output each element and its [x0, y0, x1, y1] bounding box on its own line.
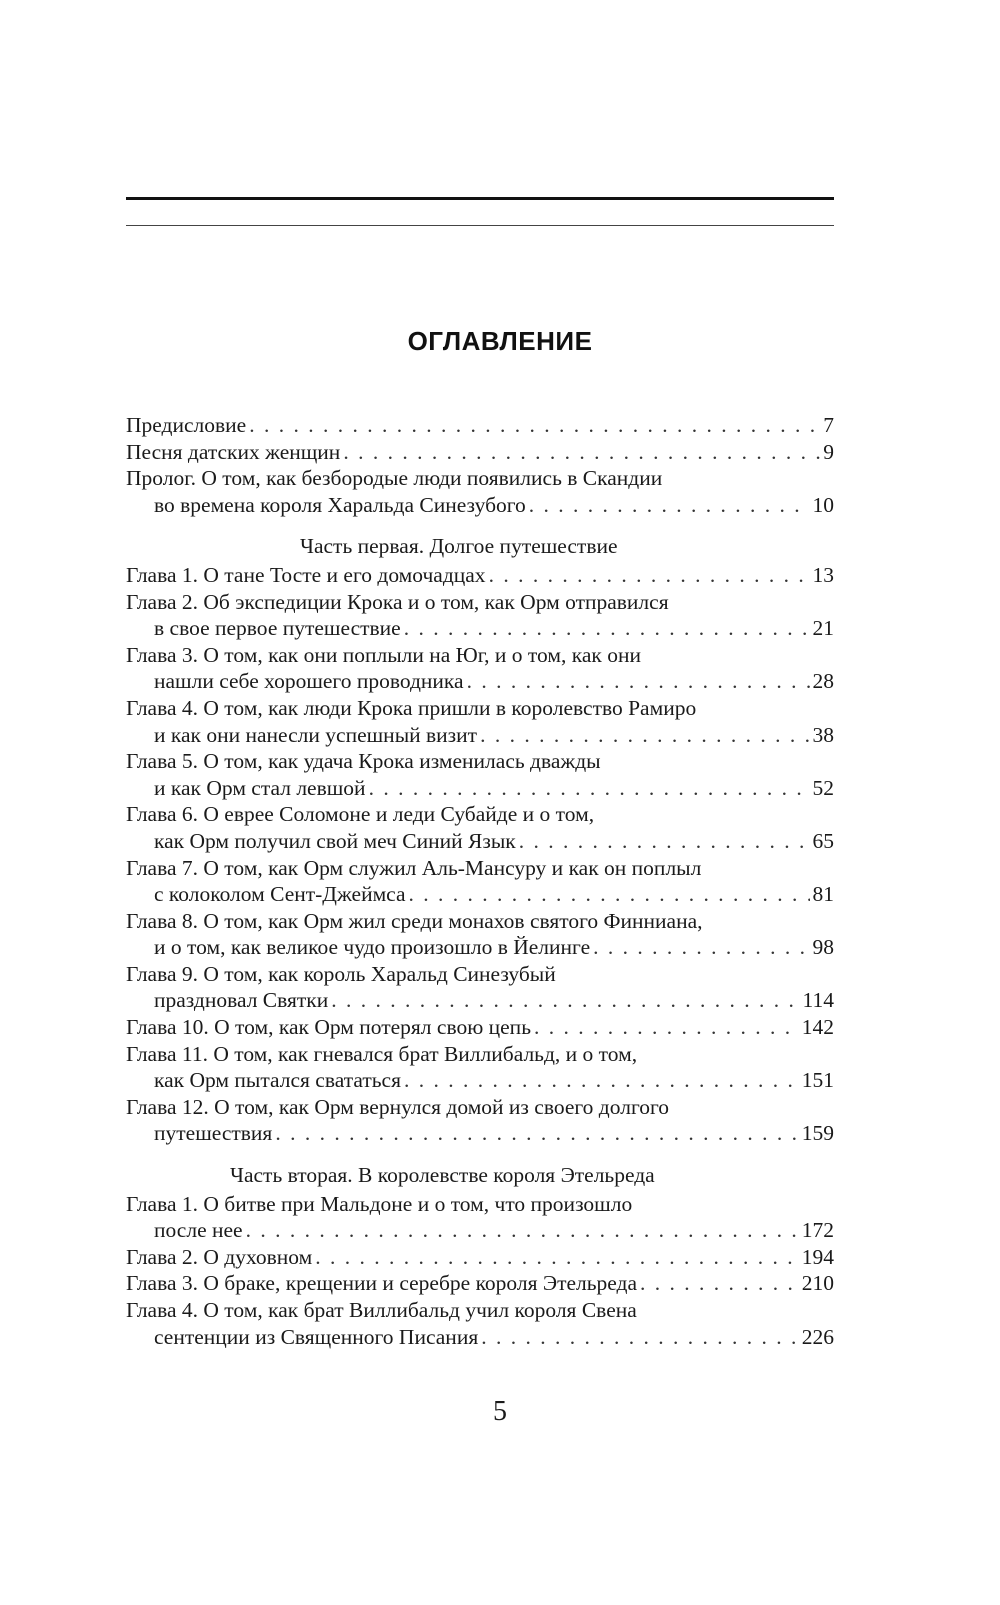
toc-entry-continuation-line: [126, 775, 834, 802]
dot-leader: [275, 1120, 798, 1147]
toc-entry-continuation-line: [126, 828, 834, 855]
toc-entry-continuation-line: [126, 1217, 834, 1244]
toc-entry-title: Песня датских женщин: [126, 439, 341, 464]
toc-entry: [126, 908, 834, 961]
toc-entry-title-continuation: и как Орм стал левшой: [154, 775, 366, 800]
toc-entry-continuation-line: [126, 615, 834, 642]
toc-entry-title-continuation: нашли себе хорошего проводника: [154, 669, 464, 694]
toc-entry: [126, 748, 834, 801]
toc-entry-title-continuation: после нее: [154, 1218, 243, 1243]
toc-entry: [126, 695, 834, 748]
toc-entry-title-continuation: и о том, как великое чудо произошло в Йелинге: [154, 935, 591, 960]
toc-entry-page: 9: [823, 439, 834, 464]
toc-entry: [126, 412, 834, 439]
toc-entry-continuation-line: [126, 1120, 834, 1147]
toc-entry-page: 7: [823, 413, 834, 437]
part-one-chapters: [126, 562, 834, 1147]
toc-entry: [126, 1014, 834, 1041]
toc-entry-title: Предисловие: [126, 413, 247, 437]
dot-leader: [467, 668, 810, 695]
toc-entry-title-continuation: во времена короля Харальда Синезубого: [154, 492, 526, 517]
toc-entry: [126, 1191, 834, 1244]
toc-entry-page: 65: [812, 828, 834, 853]
toc-entry-title-continuation: как Орм получил свой меч Синий Язык: [154, 828, 516, 853]
part-one-title: Часть первая. Долгое путешествие: [300, 534, 618, 559]
dot-leader: [409, 881, 810, 908]
toc-entry-title: Глава 8. О том, как Орм жил среди монахов святого Финниана,: [126, 908, 703, 933]
dot-leader: [404, 1067, 799, 1094]
dot-leader: [593, 934, 809, 961]
toc-entry-title: Глава 7. О том, как Орм служил Аль-Мансуру и как он поплыл: [126, 855, 702, 880]
toc-entry-title: Глава 3. О браке, крещении и серебре короля Этельреда: [126, 1271, 638, 1296]
toc-entry: [126, 589, 834, 642]
toc-entry-page: 226: [801, 1324, 834, 1349]
table-of-contents: [126, 412, 834, 1350]
dot-leader: [331, 987, 799, 1014]
dot-leader: [640, 1270, 799, 1297]
toc-entry-page: 81: [812, 882, 834, 907]
toc-entry-title: Глава 3. О том, как они поплыли на Юг, и о том, как они: [126, 642, 641, 667]
toc-entry-title: Глава 4. О том, как люди Крока пришли в королевство Рамиро: [126, 695, 697, 720]
dot-leader: [519, 828, 810, 855]
toc-entry-line: [126, 1244, 834, 1271]
toc-entry-line: [126, 412, 834, 439]
toc-entry-page: 13: [812, 562, 834, 587]
toc-entry-page: 98: [812, 935, 834, 960]
dot-leader: [246, 1217, 799, 1244]
dot-leader: [529, 492, 810, 519]
toc-entry-title: Пролог. О том, как безбородые люди появились в Скандии: [126, 466, 663, 491]
header-rule-thin: [126, 225, 834, 226]
toc-entry-line: [126, 1270, 834, 1297]
toc-entry-title: Глава 1. О тане Тосте и его домочадцах: [126, 562, 486, 587]
front-matter: [126, 412, 834, 518]
toc-entry: [126, 855, 834, 908]
toc-entry-title: Глава 9. О том, как король Харальд Синезубый: [126, 961, 556, 986]
page-number: 5: [493, 1396, 507, 1427]
toc-entry: [126, 439, 834, 466]
toc-entry-title: Глава 5. О том, как удача Крока изменилась дважды: [126, 749, 601, 774]
toc-entry-continuation-line: [126, 668, 834, 695]
toc-entry-title-continuation: как Орм пытался свататься: [154, 1068, 401, 1093]
toc-entry-title: Глава 6. О еврее Соломоне и леди Субайде и о том,: [126, 802, 595, 827]
header-rule-thick: [126, 197, 834, 200]
dot-leader: [534, 1014, 799, 1041]
toc-entry-title: Глава 2. Об экспедиции Крока и о том, как Орм отправился: [126, 589, 669, 614]
toc-entry-continuation-line: [126, 987, 834, 1014]
toc-entry: [126, 1297, 834, 1350]
toc-entry-title-continuation: сентенции из Священного Писания: [154, 1324, 479, 1349]
dot-leader: [249, 412, 820, 439]
toc-entry: [126, 1094, 834, 1147]
toc-entry-title: Глава 4. О том, как брат Виллибальд учил короля Свена: [126, 1298, 637, 1322]
dot-leader: [404, 615, 810, 642]
toc-entry-title: Глава 11. О том, как гневался брат Виллибальд, и о том,: [126, 1041, 638, 1066]
dot-leader: [315, 1244, 799, 1271]
dot-leader: [480, 722, 809, 749]
toc-entry-page: 194: [801, 1244, 834, 1269]
toc-entry-page: 159: [801, 1121, 834, 1146]
toc-entry-line: [126, 1014, 834, 1041]
toc-entry-line: [126, 439, 834, 466]
toc-entry-page: 52: [812, 775, 834, 800]
toc-entry-page: 10: [812, 492, 834, 517]
toc-entry-page: 114: [802, 988, 834, 1013]
toc-entry-continuation-line: [126, 1324, 834, 1351]
toc-entry-page: 28: [812, 669, 834, 694]
toc-entry-title-continuation: праздновал Святки: [154, 988, 329, 1013]
toc-entry-title: Глава 12. О том, как Орм вернулся домой из своего долгого: [126, 1094, 670, 1119]
toc-entry-continuation-line: [126, 881, 834, 908]
toc-entry: [126, 465, 834, 518]
toc-entry: [126, 1270, 834, 1297]
toc-entry: [126, 642, 834, 695]
toc-entry-continuation-line: [126, 492, 834, 519]
part-two-title: Часть вторая. В королевстве короля Этельреда: [230, 1163, 655, 1188]
toc-entry-title-continuation: с колоколом Сент-Джеймса: [154, 882, 406, 907]
toc-entry-title-continuation: и как они нанесли успешный визит: [154, 722, 478, 747]
toc-entry-title: Глава 1. О битве при Мальдоне и о том, что произошло: [126, 1191, 633, 1216]
toc-entry-title: Глава 2. О духовном: [126, 1244, 313, 1269]
toc-entry-title-continuation: путешествия: [154, 1121, 273, 1146]
toc-entry-title: Глава 10. О том, как Орм потерял свою цепь: [126, 1015, 531, 1040]
toc-entry-title-continuation: в свое первое путешествие: [154, 616, 401, 641]
dot-leader: [369, 775, 810, 802]
toc-entry: [126, 961, 834, 1014]
toc-entry: [126, 562, 834, 589]
toc-entry-continuation-line: [126, 934, 834, 961]
toc-entry-continuation-line: [126, 722, 834, 749]
toc-entry-page: 210: [801, 1271, 834, 1296]
part-two-chapters: [126, 1191, 834, 1351]
toc-entry-page: 142: [801, 1015, 834, 1040]
toc-title: ОГЛАВЛЕНИЕ: [407, 326, 593, 356]
toc-entry-page: 21: [812, 616, 834, 641]
toc-entry: [126, 1244, 834, 1271]
toc-entry-page: 172: [801, 1218, 834, 1243]
toc-entry-continuation-line: [126, 1067, 834, 1094]
toc-entry: [126, 1041, 834, 1094]
dot-leader: [481, 1324, 799, 1351]
dot-leader: [489, 562, 810, 589]
toc-entry-page: 38: [812, 722, 834, 747]
toc-entry: [126, 801, 834, 854]
dot-leader: [343, 439, 820, 466]
toc-entry-line: [126, 562, 834, 589]
toc-entry-page: 151: [801, 1068, 834, 1093]
